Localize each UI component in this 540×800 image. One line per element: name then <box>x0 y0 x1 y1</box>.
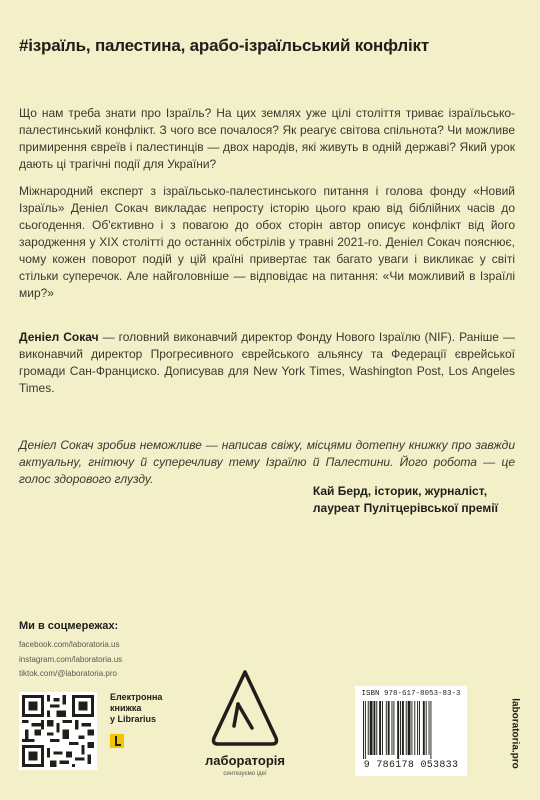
barcode-bar <box>426 701 427 755</box>
barcode-bar <box>363 701 364 759</box>
barcode-number: 9 786178 053833 <box>363 760 459 771</box>
barcode-bar <box>411 701 412 755</box>
barcode-bar <box>429 701 430 755</box>
barcode-bar <box>392 701 393 755</box>
social-title: Ми в соцмережах: <box>19 620 119 632</box>
barcode-bar <box>368 701 369 755</box>
barcode-bar <box>376 701 377 755</box>
barcode-bar <box>370 701 373 755</box>
barcode-bar <box>423 701 425 755</box>
social-link-instagram[interactable]: instagram.com/laboratoria.us <box>19 655 123 664</box>
barcode-bar <box>388 701 390 755</box>
intro-paragraph: Що нам треба знати про Ізраїль? На цих землях уже цілі століття триває ізраїльсько-палестинський конфлікт. З чого все почалося? Як реагує світова спільнота? Чи можливе примирення євреїв і палестинців — двох народів, які живуть в одній державі? Який урок дають ці трагічні події для України? <box>19 106 515 171</box>
hashtag-heading: #ізраїль, палестина, арабо-ізраїльський конфлікт <box>19 36 429 55</box>
barcode-bar <box>382 701 383 755</box>
publisher-logo-icon <box>210 668 280 752</box>
qr-code-icon <box>19 692 97 770</box>
ebook-label-line2: книжка <box>110 703 142 713</box>
author-bio-text: — головний виконавчий директор Фонду Нового Ізраїлю (NIF). Раніше — виконавчий директор Прогресивного єврейського альянсу та Федерації єврейської громади Сан-Франциско. Дописував для New York Times, Washington Post, Los Angeles Times. <box>19 330 515 395</box>
barcode-bar <box>393 701 394 755</box>
publisher-website-text: laboratoria.pro <box>509 698 521 769</box>
barcode-area <box>355 686 467 776</box>
barcode-bar <box>414 701 415 755</box>
barcode-bar <box>397 701 399 759</box>
publisher-name: лабораторія <box>205 753 285 768</box>
librarius-logo-icon <box>110 734 124 748</box>
barcode-bar <box>400 701 401 755</box>
publisher-website[interactable] <box>500 690 520 780</box>
review-quote: Деніел Сокач зробив неможливе — написав свіжу, місцями дотепну книжку про завжди актуальну, гнітючу й суперечливу тему Ізраїлю й Палестини. Його робота — це голос здорового глузду. <box>19 438 515 486</box>
ebook-label <box>110 692 162 725</box>
barcode-bar <box>365 701 366 759</box>
author-name: Деніел Сокач <box>19 330 99 344</box>
barcode-bar <box>417 701 418 755</box>
quote-author-line1: Кай Берд, історик, журналіст, <box>312 484 488 498</box>
barcode-bar <box>408 701 411 755</box>
barcode-bar <box>406 701 407 755</box>
barcode-bar <box>386 701 387 755</box>
quote-attribution <box>313 483 498 517</box>
barcode-bar <box>430 701 431 759</box>
isbn-text: ISBN 978-617-8053-83-3 <box>361 690 461 698</box>
barcode-bar <box>373 701 375 755</box>
social-link-facebook[interactable]: facebook.com/laboratoria.us <box>19 640 120 649</box>
author-bio <box>19 329 515 397</box>
social-link-tiktok[interactable]: tiktok.com/@laboratoria.pro <box>19 669 117 678</box>
ebook-label-line1: Електронна <box>110 692 163 702</box>
ebook-label-line3: у Librarius <box>110 714 157 724</box>
description-paragraph: Міжнародний експерт з ізраїльсько-палестинського питання і голова фонду «Новий Ізраїль» Деніел Сокач викладає непросту історію цього краю від біблійних часів до сьогодення. Об'єктивно і з повагою до обох сторін автор описує конфлікт від його зародження у XIX столітті до останніх обстрілів у травні 2021-го. Деніел Сокач пояснює, чому кожен поворот подій у цій країні привертає так багато уваги і викликає у світі стільки суперечок. Але найголовніше — відповідає на питання: «Чи можливий в Ізраїлі мир?» <box>19 184 515 300</box>
barcode-bar <box>379 701 381 755</box>
publisher-slogan: синтезуємо ідеї <box>223 771 267 777</box>
barcode-icon <box>361 701 461 759</box>
barcode-bar <box>419 701 420 755</box>
barcode-bar <box>402 701 404 755</box>
quote-author-line2: лауреат Пулітцерівської премії <box>312 501 498 515</box>
